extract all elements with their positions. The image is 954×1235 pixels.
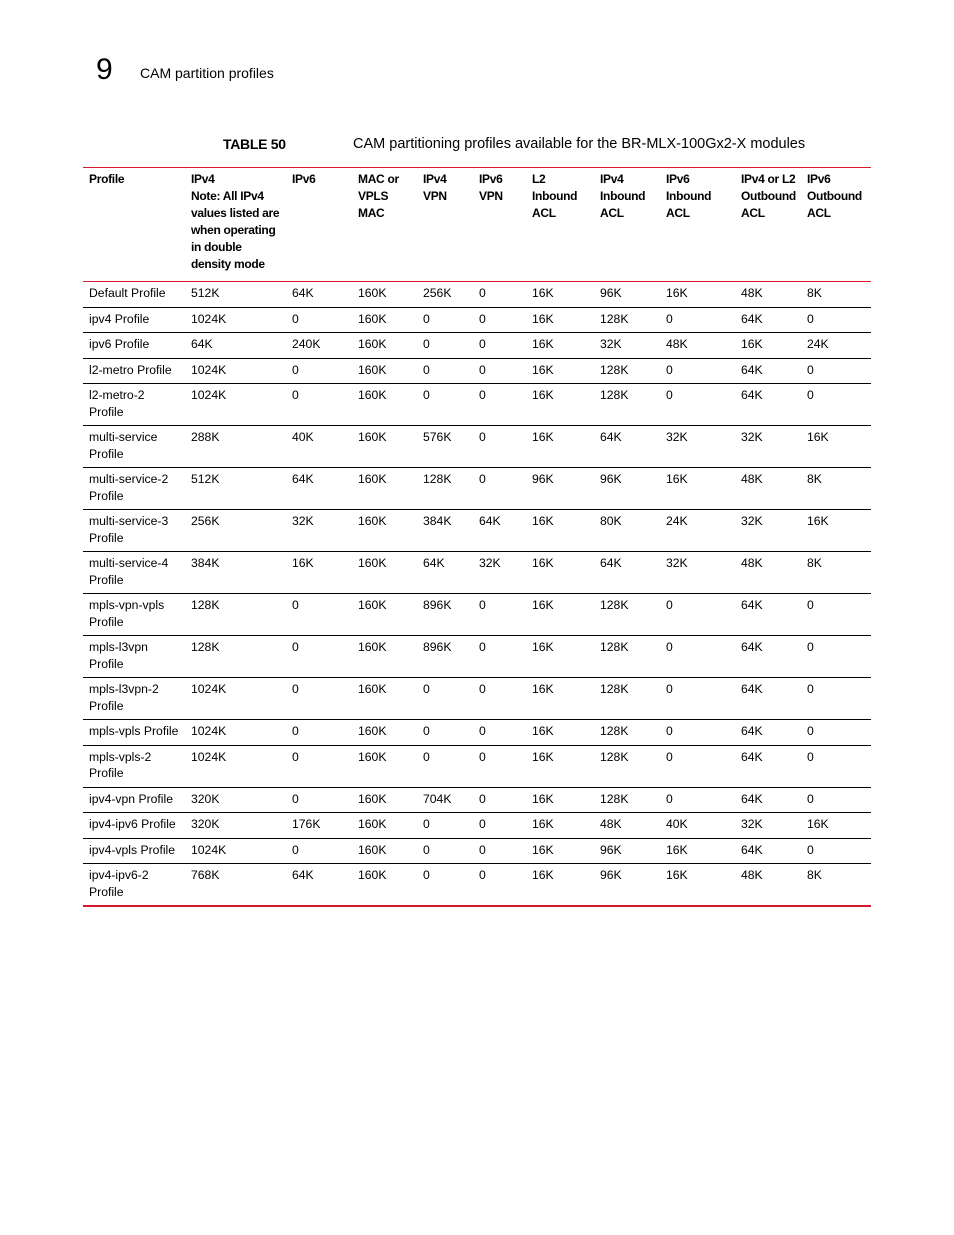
table-cell: 16K bbox=[532, 640, 554, 654]
column-header-label: IPv6 bbox=[292, 172, 316, 186]
table-cell: 384K bbox=[423, 514, 452, 528]
table-cell: 64K bbox=[191, 337, 213, 351]
table-cell: 64K bbox=[479, 514, 501, 528]
table-cell: 32K bbox=[292, 514, 314, 528]
table-cell: 128K bbox=[191, 640, 220, 654]
table-cell: 40K bbox=[666, 817, 688, 831]
table-cell: 16K bbox=[741, 337, 763, 351]
table-cell: 96K bbox=[600, 842, 622, 857]
table-cell: 160K bbox=[358, 598, 387, 612]
table-cell: 320K bbox=[191, 817, 220, 831]
table-cell: 288K bbox=[191, 430, 220, 444]
table-cell: 0 bbox=[666, 640, 673, 654]
table-cell: 0 bbox=[423, 388, 430, 402]
profile-name-cell: multi-service-2 Profile bbox=[89, 472, 169, 503]
table-cell: 0 bbox=[423, 682, 430, 696]
table-cell: 32K bbox=[479, 556, 501, 570]
table-row bbox=[83, 358, 871, 384]
table-cell: 512K bbox=[191, 286, 220, 300]
table-cell: 0 bbox=[292, 362, 299, 377]
table-cell: 128K bbox=[600, 388, 629, 402]
table-cell: 160K bbox=[358, 430, 387, 444]
column-header bbox=[801, 168, 871, 282]
table-cell: 64K bbox=[741, 724, 763, 738]
table-cell: 128K bbox=[600, 598, 629, 612]
table-cell: 160K bbox=[358, 472, 387, 486]
profile-name-cell: mpls-vpn-vpls Profile bbox=[89, 598, 165, 629]
profile-name-cell: l2-metro-2 Profile bbox=[89, 388, 145, 419]
table-cell: 0 bbox=[423, 749, 430, 764]
table-cell: 16K bbox=[532, 868, 554, 882]
table-cell: 576K bbox=[423, 430, 452, 444]
table-cell: 48K bbox=[741, 868, 763, 882]
profile-name-cell: multi-service-4 Profile bbox=[89, 556, 169, 587]
column-header-label: IPv4 bbox=[191, 172, 215, 186]
table-cell: 48K bbox=[666, 337, 688, 351]
table-cell: 16K bbox=[532, 724, 554, 738]
table-cell: 176K bbox=[292, 817, 321, 831]
table-cell: 48K bbox=[741, 556, 763, 570]
table-cell: 16K bbox=[666, 472, 688, 486]
table-cell: 160K bbox=[358, 640, 387, 654]
column-header-label: L2 Inbound ACL bbox=[532, 172, 578, 220]
column-header-label: IPv4 or L2 Outbound ACL bbox=[741, 172, 796, 220]
table-cell: 0 bbox=[292, 598, 299, 612]
table-row bbox=[83, 864, 871, 907]
cam-profiles-table bbox=[83, 167, 871, 907]
column-header-label: MAC or VPLS MAC bbox=[358, 172, 399, 220]
column-header bbox=[473, 168, 526, 282]
table-cell: 0 bbox=[479, 472, 486, 486]
table-cell: 16K bbox=[666, 842, 688, 857]
table-cell: 512K bbox=[191, 472, 220, 486]
table-cell: 704K bbox=[423, 791, 452, 806]
table-cell: 0 bbox=[479, 388, 486, 402]
table-cell: 0 bbox=[807, 362, 814, 377]
table-cell: 0 bbox=[292, 388, 299, 402]
table-cell: 160K bbox=[358, 514, 387, 528]
table-cell: 0 bbox=[479, 337, 486, 351]
table-cell: 0 bbox=[666, 682, 673, 696]
table-cell: 16K bbox=[532, 311, 554, 326]
table-cell: 0 bbox=[666, 311, 673, 326]
table-cell: 160K bbox=[358, 749, 387, 764]
table-cell: 16K bbox=[532, 362, 554, 377]
table-cell: 0 bbox=[479, 286, 486, 300]
table-cell: 0 bbox=[292, 791, 299, 806]
table-cell: 0 bbox=[423, 311, 430, 326]
table-cell: 0 bbox=[479, 724, 486, 738]
table-cell: 128K bbox=[600, 362, 629, 377]
profile-name-cell: mpls-vpls Profile bbox=[89, 724, 179, 738]
table-cell: 64K bbox=[600, 430, 622, 444]
table-cell: 0 bbox=[423, 817, 430, 831]
table-cell: 320K bbox=[191, 791, 220, 806]
table-cell: 128K bbox=[600, 724, 629, 738]
table-cell: 96K bbox=[600, 868, 622, 882]
table-cell: 96K bbox=[600, 472, 622, 486]
table-cell: 80K bbox=[600, 514, 622, 528]
table-cell: 160K bbox=[358, 388, 387, 402]
table-row bbox=[83, 282, 871, 308]
table-cell: 96K bbox=[532, 472, 554, 486]
table-cell: 160K bbox=[358, 362, 387, 377]
table-caption: CAM partitioning profiles available for the BR-MLX-100Gx2-X modules bbox=[353, 136, 806, 152]
table-cell: 16K bbox=[532, 286, 554, 300]
table-cell: 0 bbox=[423, 842, 430, 857]
table-cell: 160K bbox=[358, 724, 387, 738]
table-cell: 64K bbox=[741, 791, 763, 806]
profile-name-cell: multi-service-3 Profile bbox=[89, 514, 169, 545]
column-header-label: Profile bbox=[89, 172, 125, 186]
table-cell: 16K bbox=[807, 817, 829, 831]
table-row bbox=[83, 552, 871, 594]
table-cell: 0 bbox=[807, 598, 814, 612]
table-cell: 0 bbox=[666, 724, 673, 738]
table-cell: 0 bbox=[292, 842, 299, 857]
column-header-label: IPv6 Outbound ACL bbox=[807, 172, 862, 220]
table-cell: 0 bbox=[479, 430, 486, 444]
table-cell: 96K bbox=[600, 286, 622, 300]
table-cell: 160K bbox=[358, 868, 387, 882]
table-cell: 8K bbox=[807, 868, 822, 882]
table-cell: 16K bbox=[532, 514, 554, 528]
table-cell: 128K bbox=[600, 791, 629, 806]
table-cell: 160K bbox=[358, 682, 387, 696]
table-cell: 0 bbox=[807, 749, 814, 764]
profile-name-cell: mpls-vpls-2 Profile bbox=[89, 749, 152, 780]
table-row bbox=[83, 720, 871, 746]
table-cell: 0 bbox=[292, 724, 299, 738]
table-cell: 0 bbox=[479, 749, 486, 764]
column-header bbox=[352, 168, 417, 282]
table-header-row bbox=[83, 168, 871, 282]
table-cell: 24K bbox=[807, 337, 829, 351]
table-row bbox=[83, 745, 871, 787]
profile-name-cell: mpls-l3vpn Profile bbox=[89, 640, 148, 671]
table-cell: 16K bbox=[666, 868, 688, 882]
table-cell: 8K bbox=[807, 286, 822, 300]
table-row bbox=[83, 426, 871, 468]
table-cell: 0 bbox=[807, 311, 814, 326]
table-cell: 0 bbox=[666, 388, 673, 402]
table-cell: 32K bbox=[666, 556, 688, 570]
table-row bbox=[83, 510, 871, 552]
table-row bbox=[83, 678, 871, 720]
profile-name-cell: ipv6 Profile bbox=[89, 337, 150, 351]
table-cell: 0 bbox=[479, 791, 486, 806]
column-header bbox=[526, 168, 594, 282]
table-cell: 1024K bbox=[191, 682, 227, 696]
column-header bbox=[594, 168, 660, 282]
table-cell: 0 bbox=[807, 640, 814, 654]
column-header bbox=[417, 168, 473, 282]
table-cell: 256K bbox=[423, 286, 452, 300]
table-cell: 0 bbox=[666, 362, 673, 377]
table-cell: 32K bbox=[741, 817, 763, 831]
table-cell: 16K bbox=[532, 430, 554, 444]
profile-name-cell: multi-service Profile bbox=[89, 430, 158, 461]
table-cell: 0 bbox=[479, 868, 486, 882]
table-cell: 64K bbox=[292, 472, 314, 486]
table-cell: 0 bbox=[292, 311, 299, 326]
table-cell: 128K bbox=[600, 640, 629, 654]
table-cell: 160K bbox=[358, 817, 387, 831]
table-cell: 128K bbox=[423, 472, 452, 486]
table-cell: 0 bbox=[807, 724, 814, 738]
table-cell: 0 bbox=[423, 868, 430, 882]
table-cell: 1024K bbox=[191, 749, 227, 764]
table-cell: 64K bbox=[741, 598, 763, 612]
table-row bbox=[83, 636, 871, 678]
column-header bbox=[185, 168, 286, 282]
table-cell: 24K bbox=[666, 514, 688, 528]
profile-name-cell: ipv4-ipv6 Profile bbox=[89, 817, 176, 831]
table-cell: 0 bbox=[666, 749, 673, 764]
table-cell: 16K bbox=[807, 514, 829, 528]
table-cell: 1024K bbox=[191, 311, 227, 326]
table-cell: 16K bbox=[532, 598, 554, 612]
table-cell: 16K bbox=[532, 682, 554, 696]
profile-name-cell: ipv4 Profile bbox=[89, 311, 150, 326]
table-cell: 1024K bbox=[191, 388, 227, 402]
table-cell: 0 bbox=[423, 362, 430, 377]
table-cell: 16K bbox=[532, 337, 554, 351]
table-cell: 160K bbox=[358, 311, 387, 326]
table-cell: 64K bbox=[292, 286, 314, 300]
table-cell: 32K bbox=[666, 430, 688, 444]
table-cell: 0 bbox=[807, 682, 814, 696]
table-cell: 64K bbox=[741, 842, 763, 857]
table-cell: 64K bbox=[741, 311, 763, 326]
table-cell: 160K bbox=[358, 842, 387, 857]
table-cell: 0 bbox=[479, 311, 486, 326]
table-cell: 0 bbox=[807, 388, 814, 402]
profile-name-cell: l2-metro Profile bbox=[89, 362, 172, 377]
column-header bbox=[660, 168, 735, 282]
table-cell: 64K bbox=[741, 362, 763, 377]
table-cell: 64K bbox=[741, 749, 763, 764]
profile-name-cell: Default Profile bbox=[89, 286, 166, 300]
table-cell: 16K bbox=[532, 749, 554, 764]
column-header-label: IPv4 Inbound ACL bbox=[600, 172, 646, 220]
table-body bbox=[83, 282, 871, 907]
table-cell: 768K bbox=[191, 868, 220, 882]
table-cell: 0 bbox=[423, 724, 430, 738]
table-cell: 8K bbox=[807, 556, 822, 570]
table-cell: 16K bbox=[532, 388, 554, 402]
column-header bbox=[735, 168, 801, 282]
table-cell: 896K bbox=[423, 598, 452, 612]
column-header-label: IPv6 VPN bbox=[479, 172, 503, 203]
table-row bbox=[83, 838, 871, 864]
table-cell: 1024K bbox=[191, 724, 227, 738]
table-cell: 128K bbox=[191, 598, 220, 612]
table-row bbox=[83, 384, 871, 426]
table-cell: 16K bbox=[292, 556, 314, 570]
table-cell: 8K bbox=[807, 472, 822, 486]
table-row bbox=[83, 468, 871, 510]
profile-name-cell: mpls-l3vpn-2 Profile bbox=[89, 682, 159, 713]
table-cell: 48K bbox=[741, 286, 763, 300]
table-cell: 16K bbox=[532, 791, 554, 806]
table-cell: 64K bbox=[741, 682, 763, 696]
table-cell: 896K bbox=[423, 640, 452, 654]
column-header-note: Note: All IPv4 values listed are when operating in double density mode bbox=[191, 189, 280, 271]
table-cell: 240K bbox=[292, 337, 321, 351]
table-cell: 64K bbox=[292, 868, 314, 882]
table-cell: 64K bbox=[600, 556, 622, 570]
table-cell: 32K bbox=[741, 430, 763, 444]
chapter-title: CAM partition profiles bbox=[140, 65, 274, 81]
table-cell: 64K bbox=[741, 640, 763, 654]
table-cell: 0 bbox=[479, 598, 486, 612]
profile-name-cell: ipv4-vpn Profile bbox=[89, 791, 173, 806]
table-cell: 1024K bbox=[191, 362, 227, 377]
table-cell: 0 bbox=[479, 640, 486, 654]
table-cell: 160K bbox=[358, 791, 387, 806]
table-label: TABLE 50 bbox=[223, 136, 286, 152]
table-cell: 64K bbox=[423, 556, 445, 570]
column-header bbox=[286, 168, 352, 282]
column-header-label: IPv6 Inbound ACL bbox=[666, 172, 712, 220]
table-cell: 16K bbox=[532, 556, 554, 570]
table-cell: 128K bbox=[600, 682, 629, 696]
table-cell: 0 bbox=[479, 817, 486, 831]
profile-name-cell: ipv4-ipv6-2 Profile bbox=[89, 868, 149, 899]
table-cell: 48K bbox=[600, 817, 622, 831]
table-cell: 0 bbox=[666, 598, 673, 612]
table-cell: 16K bbox=[532, 842, 554, 857]
table-cell: 16K bbox=[666, 286, 688, 300]
table-cell: 32K bbox=[741, 514, 763, 528]
table-cell: 256K bbox=[191, 514, 220, 528]
table-cell: 0 bbox=[479, 362, 486, 377]
table-row bbox=[83, 333, 871, 359]
chapter-number: 9 bbox=[96, 53, 113, 86]
table-cell: 0 bbox=[666, 791, 673, 806]
table-cell: 0 bbox=[292, 640, 299, 654]
table-cell: 0 bbox=[423, 337, 430, 351]
table-row bbox=[83, 787, 871, 813]
table-cell: 160K bbox=[358, 286, 387, 300]
table-cell: 384K bbox=[191, 556, 220, 570]
table-cell: 0 bbox=[807, 791, 814, 806]
table-cell: 0 bbox=[807, 842, 814, 857]
table-cell: 16K bbox=[532, 817, 554, 831]
table-cell: 1024K bbox=[191, 842, 227, 857]
column-header bbox=[83, 168, 185, 282]
table-row bbox=[83, 307, 871, 333]
profile-name-cell: ipv4-vpls Profile bbox=[89, 842, 176, 857]
table-row bbox=[83, 813, 871, 839]
table-cell: 160K bbox=[358, 337, 387, 351]
table-row bbox=[83, 594, 871, 636]
table-cell: 16K bbox=[807, 430, 829, 444]
table-cell: 0 bbox=[292, 749, 299, 764]
table-cell: 128K bbox=[600, 311, 629, 326]
table-cell: 0 bbox=[479, 682, 486, 696]
column-header-label: IPv4 VPN bbox=[423, 172, 447, 203]
table-cell: 32K bbox=[600, 337, 622, 351]
table-cell: 64K bbox=[741, 388, 763, 402]
table-cell: 160K bbox=[358, 556, 387, 570]
table-cell: 0 bbox=[292, 682, 299, 696]
table-cell: 128K bbox=[600, 749, 629, 764]
table-cell: 48K bbox=[741, 472, 763, 486]
table-cell: 40K bbox=[292, 430, 314, 444]
table-cell: 0 bbox=[479, 842, 486, 857]
